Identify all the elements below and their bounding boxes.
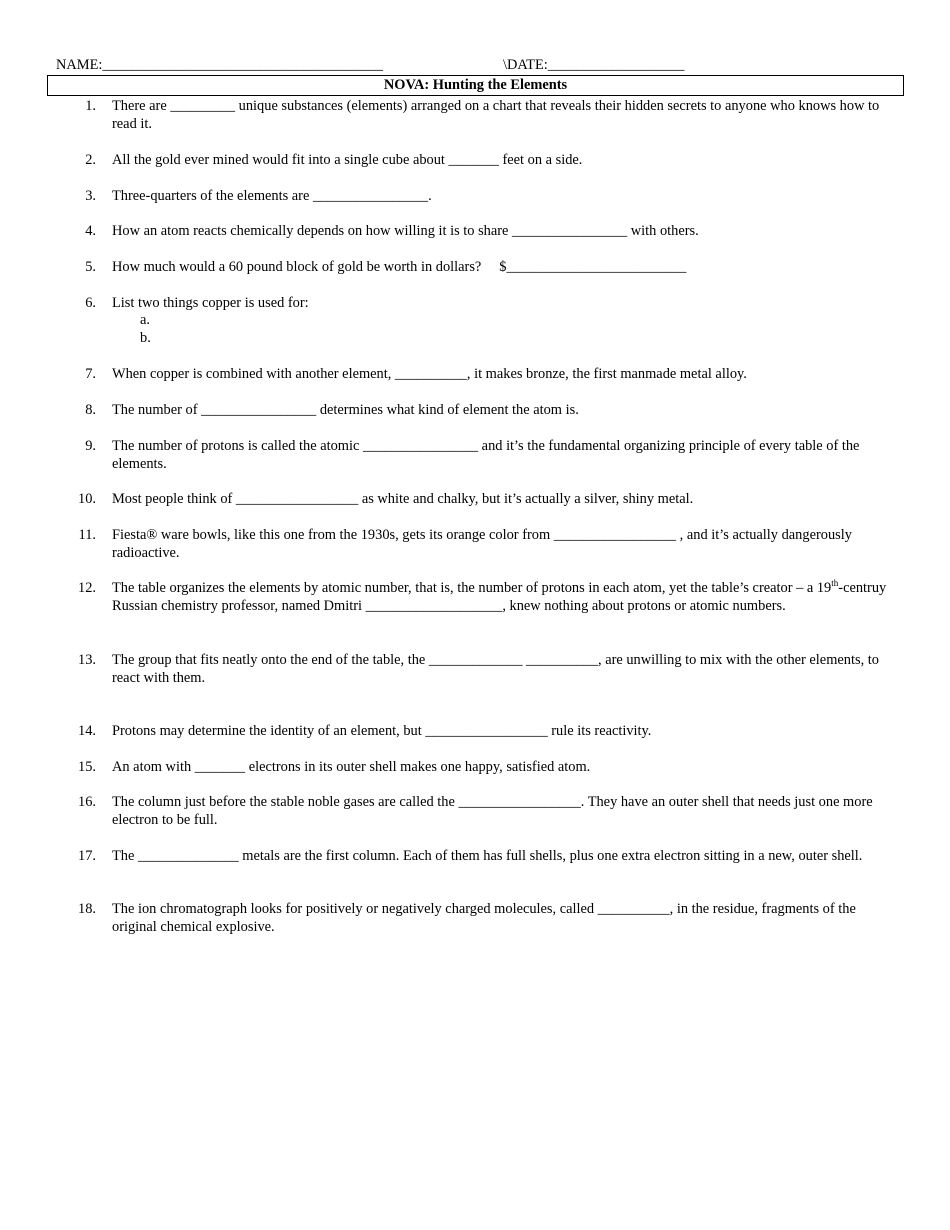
question-number: 10. [78,491,96,507]
question-text: An atom with _______ electrons in its outer shell makes one happy, satisfied atom. [112,759,591,775]
question-number: 4. [85,223,96,239]
question-text-part-1: The table organizes the elements by atomic number, that is, the number of protons in each atom, yet the table’s creator – a 19 [112,580,832,596]
question-text: Most people think of _________________ as white and chalky, but it’s actually a silver, shiny metal. [112,491,694,507]
question-text: The ______________ metals are the first column. Each of them has full shells, plus one extra electron sitting in a new, outer shell. [112,848,863,864]
answer-line-a: a. [140,312,150,328]
question-text: How much would a 60 pound block of gold be worth in dollars? $_________________________ [112,259,687,275]
question-number: 1. [85,98,96,114]
question-number: 8. [85,402,96,418]
question-text: The column just before the stable noble gases are called the _________________. They have an outer shell that needs just one more electron to be full. [112,794,873,828]
question-number: 11. [78,527,96,543]
question-text: When copper is combined with another element, __________, it makes bronze, the first manmade metal alloy. [112,366,747,382]
question-text-part-2: -centruy Russian chemistry professor, named Dmitri ___________________, knew nothing about protons or atomic numbers. [112,580,887,614]
question-number: 16. [78,794,96,810]
question-number: 17. [78,848,96,864]
question-number: 7. [85,366,96,382]
question-text: Three-quarters of the elements are ________________. [112,188,432,204]
question-text: The number of protons is called the atomic ________________ and it’s the fundamental organizing principle of every table of the elements. [112,438,860,472]
question-text: List two things copper is used for: [112,295,309,311]
question-number: 13. [78,652,96,668]
name-field: NAME:_______________________________________ [56,57,383,73]
question-number: 15. [78,759,96,775]
question-text: There are _________ unique substances (elements) arranged on a chart that reveals their hidden secrets to anyone who knows how to read it. [112,98,880,132]
worksheet-title: NOVA: Hunting the Elements [47,75,904,96]
ordinal-suffix: th [831,578,839,589]
question-number: 6. [85,295,96,311]
question-text: How an atom reacts chemically depends on how willing it is to share ________________ with others. [112,223,699,239]
answer-line-b: b. [140,330,151,346]
question-number: 5. [85,259,96,275]
question-number: 2. [85,152,96,168]
question-number: 9. [85,438,96,454]
question-text: The ion chromatograph looks for positively or negatively charged molecules, called __________, in the residue, fragments of the original chemical explosive. [112,901,856,935]
question-text [112,579,897,615]
question-number: 14. [78,723,96,739]
question-text: The group that fits neatly onto the end of the table, the _____________ __________, are unwilling to mix with the other elements, to react with them. [112,652,879,686]
date-field: \DATE:___________________ [503,57,685,73]
question-number: 3. [85,188,96,204]
question-text: The number of ________________ determines what kind of element the atom is. [112,402,579,418]
question-text: Fiesta® ware bowls, like this one from the 1930s, gets its orange color from _________________ , and it’s actually dangerously radioactive. [112,527,852,561]
question-number: 18. [78,901,96,917]
question-text: All the gold ever mined would fit into a single cube about _______ feet on a side. [112,152,583,168]
question-number: 12. [78,580,96,596]
worksheet-header [56,57,916,75]
question-text: Protons may determine the identity of an element, but _________________ rule its reactivity. [112,723,652,739]
